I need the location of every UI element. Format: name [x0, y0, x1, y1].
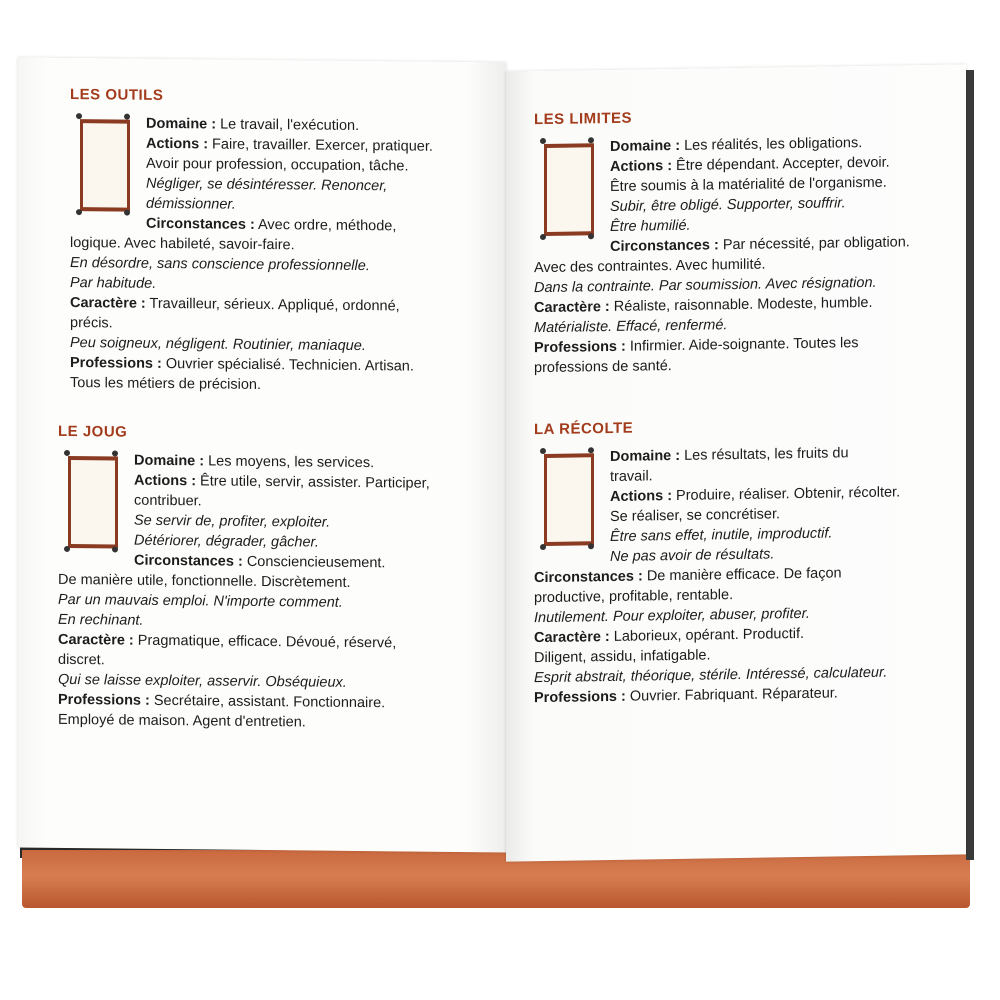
- entry-text: discret.: [58, 651, 105, 669]
- entry-label: Actions :: [146, 135, 209, 153]
- entry-text: Être humilié.: [610, 217, 691, 235]
- left-page: [18, 57, 506, 852]
- card-corner-icon: [588, 233, 594, 239]
- section-title: LES OUTILS: [70, 85, 164, 104]
- entry-text: logique. Avec habileté, savoir-faire.: [70, 234, 295, 254]
- section-les-limites: [534, 105, 954, 379]
- right-page: [506, 64, 966, 861]
- entry-text: Faire, travailler. Exercer, pratiquer.: [208, 136, 433, 155]
- harvest-card-image: [540, 447, 598, 554]
- entry-line: [58, 710, 488, 735]
- section-les-outils: [70, 86, 490, 397]
- entry-text: Avec des contraintes. Avec humilité.: [534, 256, 766, 277]
- entry-text: Laborieux, opérant. Productif.: [609, 625, 805, 645]
- yoke-card-image: [64, 450, 122, 557]
- card-corner-icon: [76, 209, 82, 215]
- entry-label: Caractère :: [534, 628, 610, 647]
- entry-text: Inutilement. Pour exploiter, abuser, profiter.: [534, 605, 810, 627]
- entry-text: Peu soigneux, négligent. Routinier, maniaque.: [70, 334, 366, 355]
- entry-text: Subir, être obligé. Supporter, souffrir.: [610, 195, 846, 215]
- entry-text: Par habitude.: [70, 274, 157, 292]
- entry-line: [70, 373, 490, 397]
- entry-text: Tous les métiers de précision.: [70, 374, 261, 393]
- entry-label: Domaine :: [146, 115, 217, 133]
- section-entry: [58, 450, 488, 735]
- entry-text: Diligent, assidu, infatigable.: [534, 647, 711, 667]
- entry-text: Esprit abstrait, théorique, stérile. Intéressé, calculateur.: [534, 664, 888, 687]
- entry-label: Circonstances :: [146, 215, 255, 233]
- card-frame: [80, 119, 130, 212]
- section-entry: [534, 442, 954, 709]
- vitruvian-card-image: [540, 137, 598, 244]
- entry-text: Les moyens, les services.: [204, 453, 375, 472]
- entry-text: Avoir pour profession, occupation, tâche.: [146, 155, 409, 175]
- entry-text: Se servir de, profiter, exploiter.: [134, 512, 331, 531]
- entry-text: travail.: [610, 468, 653, 485]
- entry-label: Domaine :: [134, 452, 205, 470]
- entry-text: Dans la contrainte. Par soumission. Avec résignation.: [534, 274, 877, 297]
- entry-label: Professions :: [58, 691, 150, 709]
- entry-label: Circonstances :: [534, 568, 643, 587]
- entry-text: Être utile, servir, assister. Participer,: [196, 473, 430, 492]
- entry-text: Être sans effet, inutile, improductif.: [610, 525, 833, 545]
- entry-label: Professions :: [534, 688, 626, 707]
- section-la-recolte: [534, 415, 954, 709]
- entry-text: De manière efficace. De façon: [642, 565, 842, 585]
- entry-text: Négliger, se désintéresser. Renoncer,: [146, 175, 388, 195]
- entry-text: Employé de maison. Agent d'entretien.: [58, 711, 306, 731]
- entry-text: En rechinant.: [58, 611, 144, 629]
- entry-text: Être soumis à la matérialité de l'organisme.: [610, 174, 887, 195]
- entry-text: productive, profitable, rentable.: [534, 587, 734, 607]
- entry-text: Avec ordre, méthode,: [254, 216, 397, 235]
- entry-label: Caractère :: [70, 294, 146, 312]
- entry-label: Actions :: [610, 488, 673, 505]
- entry-text: Ouvrier. Fabriquant. Réparateur.: [625, 685, 838, 705]
- entry-text: Ouvrier spécialisé. Technicien. Artisan.: [161, 355, 414, 375]
- entry-text: Pragmatique, efficace. Dévoué, réservé,: [133, 632, 397, 652]
- entry-label: Circonstances :: [134, 552, 243, 570]
- entry-text: contribuer.: [134, 492, 202, 510]
- entry-text: En désordre, sans conscience professionnelle.: [70, 254, 370, 275]
- entry-text: Travailleur, sérieux. Appliqué, ordonné,: [145, 295, 400, 315]
- entry-label: Domaine :: [610, 137, 681, 155]
- section-title: LE JOUG: [58, 422, 128, 441]
- entry-text: Secrétaire, assistant. Fonctionnaire.: [149, 692, 386, 712]
- card-frame: [544, 143, 594, 236]
- card-corner-icon: [540, 234, 546, 240]
- section-title: LES LIMITES: [534, 109, 633, 129]
- card-frame: [544, 453, 594, 546]
- card-corner-icon: [76, 113, 82, 119]
- entry-text: Les réalités, les obligations.: [680, 135, 863, 154]
- entry-text: Se réaliser, se concrétiser.: [610, 506, 781, 525]
- book-page-edge: [22, 850, 970, 908]
- entry-text: Ne pas avoir de résultats.: [610, 546, 775, 565]
- card-corner-icon: [112, 546, 118, 552]
- open-book: [18, 60, 968, 860]
- entry-text: Être dépendant. Accepter, devoir.: [672, 154, 890, 175]
- entry-text: Par nécessité, par obligation.: [718, 234, 910, 254]
- card-corner-icon: [124, 114, 130, 120]
- entry-text: Produire, réaliser. Obtenir, récolter.: [672, 484, 901, 505]
- section-entry: [534, 132, 954, 379]
- card-corner-icon: [540, 544, 546, 550]
- entry-label: Professions :: [534, 338, 626, 357]
- section-entry: [70, 113, 490, 397]
- card-frame: [68, 456, 118, 549]
- entry-label: Actions :: [610, 158, 673, 175]
- entry-text: professions de santé.: [534, 358, 672, 377]
- tools-card-image: [76, 113, 134, 220]
- entry-label: Caractère :: [534, 298, 610, 317]
- entry-label: Domaine :: [610, 447, 681, 465]
- entry-label: Circonstances :: [610, 237, 719, 255]
- entry-label: Professions :: [70, 354, 162, 372]
- card-corner-icon: [124, 210, 130, 216]
- entry-text: Qui se laisse exploiter, asservir. Obséquieux.: [58, 671, 347, 691]
- book-cover-edge: [966, 70, 974, 860]
- entry-text: Le travail, l'exécution.: [216, 116, 360, 135]
- card-corner-icon: [64, 450, 70, 456]
- entry-label: Actions :: [134, 472, 197, 490]
- card-corner-icon: [112, 450, 118, 456]
- entry-label: Caractère :: [58, 631, 134, 649]
- entry-text: Consciencieusement.: [242, 553, 386, 572]
- entry-text: Par un mauvais emploi. N'importe comment.: [58, 591, 343, 611]
- entry-text: De manière utile, fonctionnelle. Discrètement.: [58, 571, 351, 591]
- section-title: LA RÉCOLTE: [534, 419, 634, 439]
- entry-text: Détériorer, dégrader, gâcher.: [134, 532, 319, 551]
- entry-text: Matérialiste. Effacé, renfermé.: [534, 317, 728, 337]
- section-le-joug: [58, 423, 488, 735]
- entry-text: Réaliste, raisonnable. Modeste, humble.: [609, 294, 873, 315]
- entry-text: Les résultats, les fruits du: [680, 445, 849, 464]
- entry-text: Infirmier. Aide-soignante. Toutes les: [625, 335, 859, 355]
- card-corner-icon: [588, 543, 594, 549]
- entry-text: démissionner.: [146, 195, 236, 213]
- card-corner-icon: [64, 546, 70, 552]
- entry-text: précis.: [70, 314, 113, 332]
